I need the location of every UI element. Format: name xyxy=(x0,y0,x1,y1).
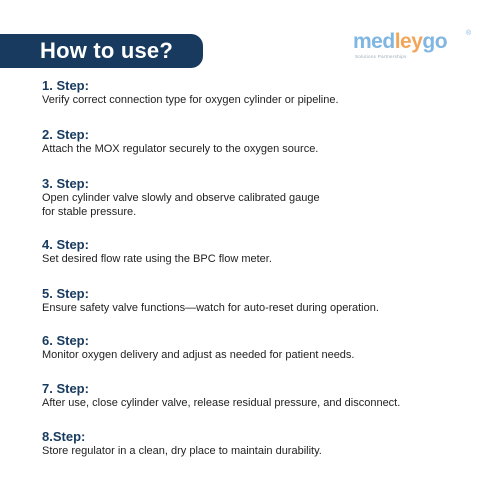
step-title: 4. Step: xyxy=(42,237,89,252)
step-title: 2. Step: xyxy=(42,127,89,142)
step-title: 6. Step: xyxy=(42,333,89,348)
step-title: 5. Step: xyxy=(42,286,89,301)
step-7 xyxy=(42,381,400,410)
step-title: 8.Step: xyxy=(42,429,86,444)
logo-part-ley: ley xyxy=(394,30,423,53)
step-text: Set desired flow rate using the BPC flow meter. xyxy=(42,253,272,265)
step-text: Verify correct connection type for oxygen cylinder or pipeline. xyxy=(42,94,339,106)
step-3 xyxy=(42,176,320,219)
step-text: Store regulator in a clean, dry place to maintain durability. xyxy=(42,445,322,457)
logo-part-med: med xyxy=(353,30,395,53)
logo-part-go: go xyxy=(422,30,448,53)
step-text: After use, close cylinder valve, release residual pressure, and disconnect. xyxy=(42,397,401,409)
step-2 xyxy=(42,127,318,156)
step-text: Open cylinder valve slowly and observe calibrated gauge for stable pressure. xyxy=(42,192,320,218)
brand-logo xyxy=(353,30,473,64)
registered-mark: ® xyxy=(466,30,472,37)
step-title: 3. Step: xyxy=(42,176,89,191)
step-6 xyxy=(42,333,354,362)
step-text: Ensure safety valve functions—watch for auto-reset during operation. xyxy=(42,302,379,314)
step-4 xyxy=(42,237,272,266)
title-banner xyxy=(0,34,203,68)
step-text: Attach the MOX regulator securely to the oxygen source. xyxy=(42,143,319,155)
step-text: Monitor oxygen delivery and adjust as needed for patient needs. xyxy=(42,349,355,361)
step-title: 1. Step: xyxy=(42,78,89,93)
logo-tagline: Solutions Partnerships xyxy=(355,54,407,59)
step-8 xyxy=(42,429,322,458)
step-1 xyxy=(42,78,339,107)
page-title: How to use? xyxy=(40,38,173,63)
logo-wordmark xyxy=(353,30,447,54)
step-title: 7. Step: xyxy=(42,381,89,396)
step-5 xyxy=(42,286,379,315)
